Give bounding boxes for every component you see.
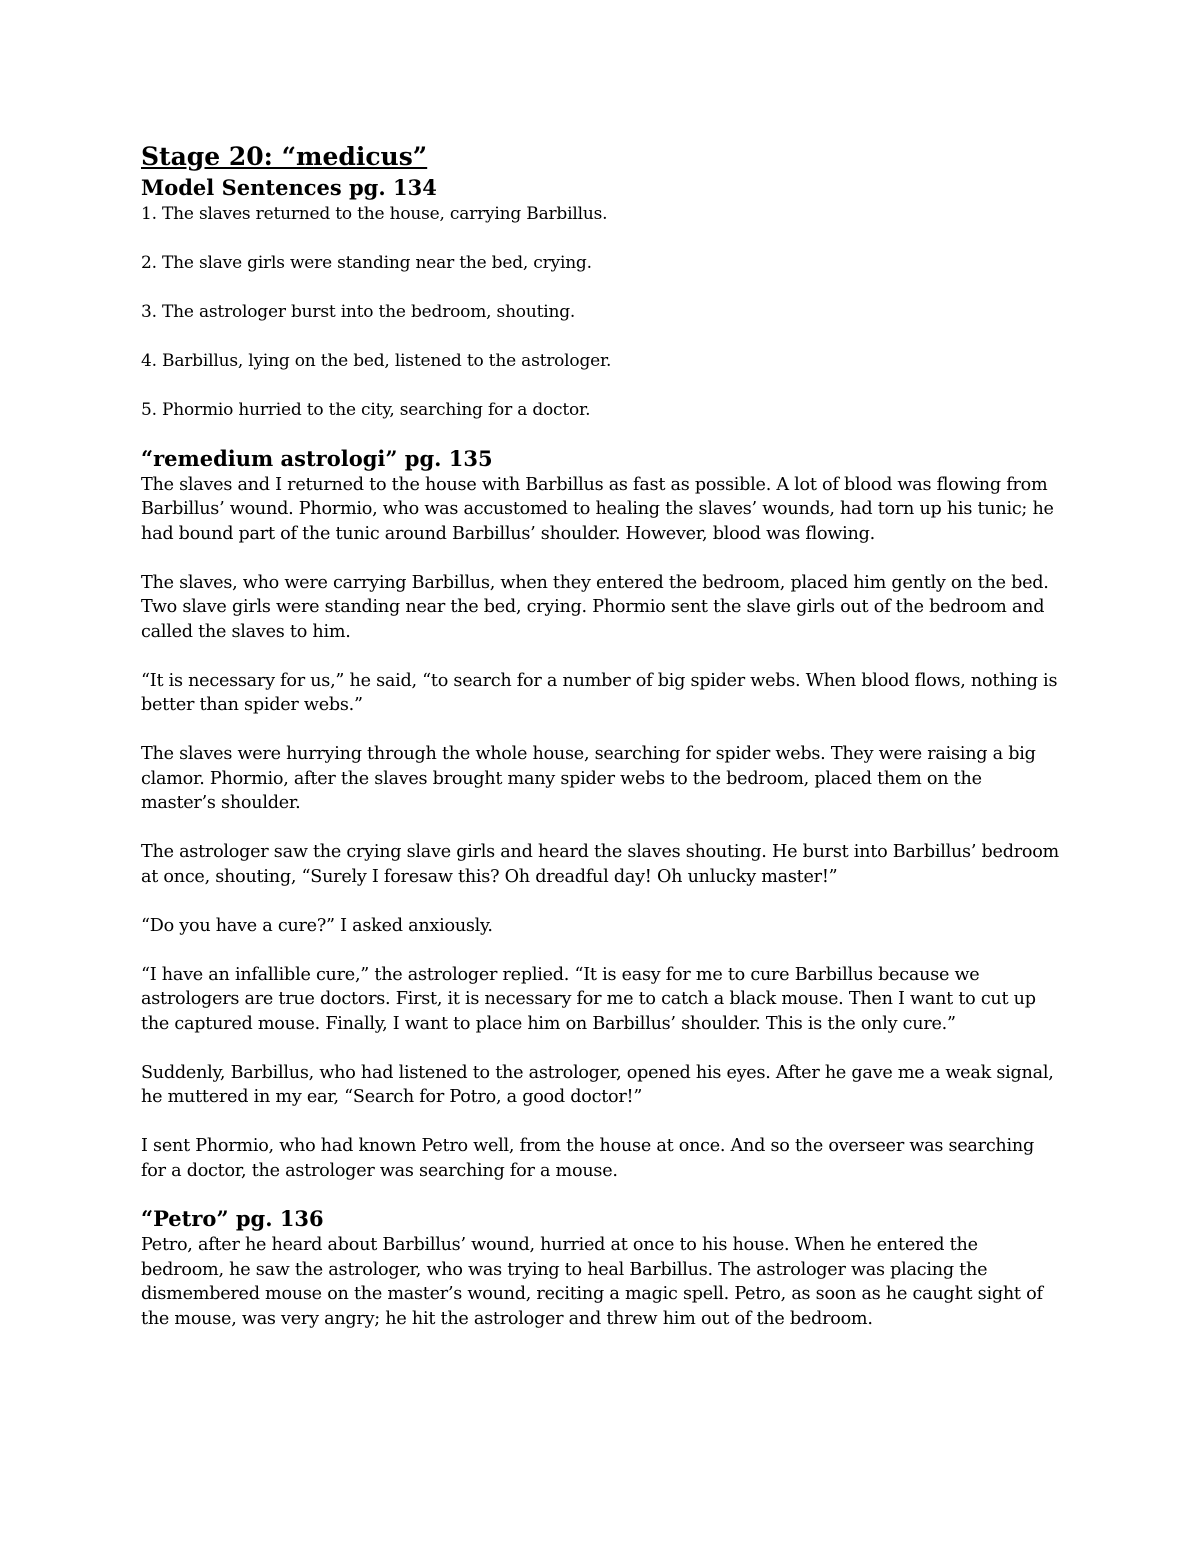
- stage-title: Stage 20: “medicus”: [141, 142, 428, 171]
- paragraph: Suddenly, Barbillus, who had listened to the astrologer, opened his eyes. After he gave me a weak signal, he muttered in my ear, “Search for Potro, a good doctor!”: [141, 1062, 1054, 1107]
- document-page: [141, 140, 1059, 1331]
- model-sentence: 2. The slave girls were standing near the bed, crying.: [141, 253, 592, 273]
- paragraph: “I have an infallible cure,” the astrologer replied. “It is easy for me to cure Barbillus because we astrologers are true doctors. First, it is necessary for me to catch a black mouse. Then I want to cut up the captured mouse. Finally, I want to place him on Barbillus’ shoulder. This is the only cure.”: [141, 964, 1036, 1034]
- paragraph: I sent Phormio, who had known Petro well, from the house at once. And so the overseer was searching for a doctor, the astrologer was searching for a mouse.: [141, 1136, 1034, 1181]
- paragraph: The slaves were hurrying through the whole house, searching for spider webs. They were raising a big clamor. Phormio, after the slaves brought many spider webs to the bedroom, placed them on the master’s shoulder.: [141, 744, 1036, 813]
- petro-section: [141, 1205, 1059, 1331]
- paragraph: The slaves and I returned to the house with Barbillus as fast as possible. A lot of blood was flowing from Barbillus’ wound. Phormio, who was accustomed to healing the slaves’ wounds, had torn up his tunic; he had bound part of the tunic around Barbillus’ shoulder. However, blood was flowing.: [141, 474, 1054, 544]
- model-sentence: 1. The slaves returned to the house, carrying Barbillus.: [141, 204, 608, 224]
- petro-heading: “Petro” pg. 136: [141, 1206, 324, 1231]
- paragraph: Petro, after he heard about Barbillus’ wound, hurried at once to his house. When he entered the bedroom, he saw the astrologer, who was trying to heal Barbillus. The astrologer was placing the dismembered mouse on the master’s wound, reciting a magic spell. Petro, as soon as he caught sight of the mouse, was very angry; he hit the astrologer and threw him out of the bedroom.: [141, 1235, 1043, 1329]
- paragraph: The astrologer saw the crying slave girls and heard the slaves shouting. He burst into Barbillus’ bedroom at once, shouting, “Surely I foresaw this? Oh dreadful day! Oh unlucky master!”: [141, 842, 1059, 887]
- remedium-astrologi-section: [141, 445, 1059, 1184]
- model-sentence: 4. Barbillus, lying on the bed, listened to the astrologer.: [141, 351, 612, 371]
- model-sentence: 5. Phormio hurried to the city, searching for a doctor.: [141, 400, 591, 420]
- paragraph: “It is necessary for us,” he said, “to search for a number of big spider webs. When blood flows, nothing is better than spider webs.”: [141, 670, 1058, 715]
- model-sentences-list: [141, 202, 1059, 423]
- model-sentence: 3. The astrologer burst into the bedroom, shouting.: [141, 302, 576, 322]
- remedium-astrologi-heading: “remedium astrologi” pg. 135: [141, 445, 493, 471]
- model-sentences-heading: Model Sentences pg. 134: [141, 175, 437, 200]
- paragraph: “Do you have a cure?” I asked anxiously.: [141, 915, 493, 936]
- paragraph: The slaves, who were carrying Barbillus, when they entered the bedroom, placed him gently on the bed. Two slave girls were standing near the bed, crying. Phormio sent the slave girls out of the bedroom and called the slaves to him.: [141, 572, 1049, 642]
- model-sentences-section: [141, 174, 1059, 423]
